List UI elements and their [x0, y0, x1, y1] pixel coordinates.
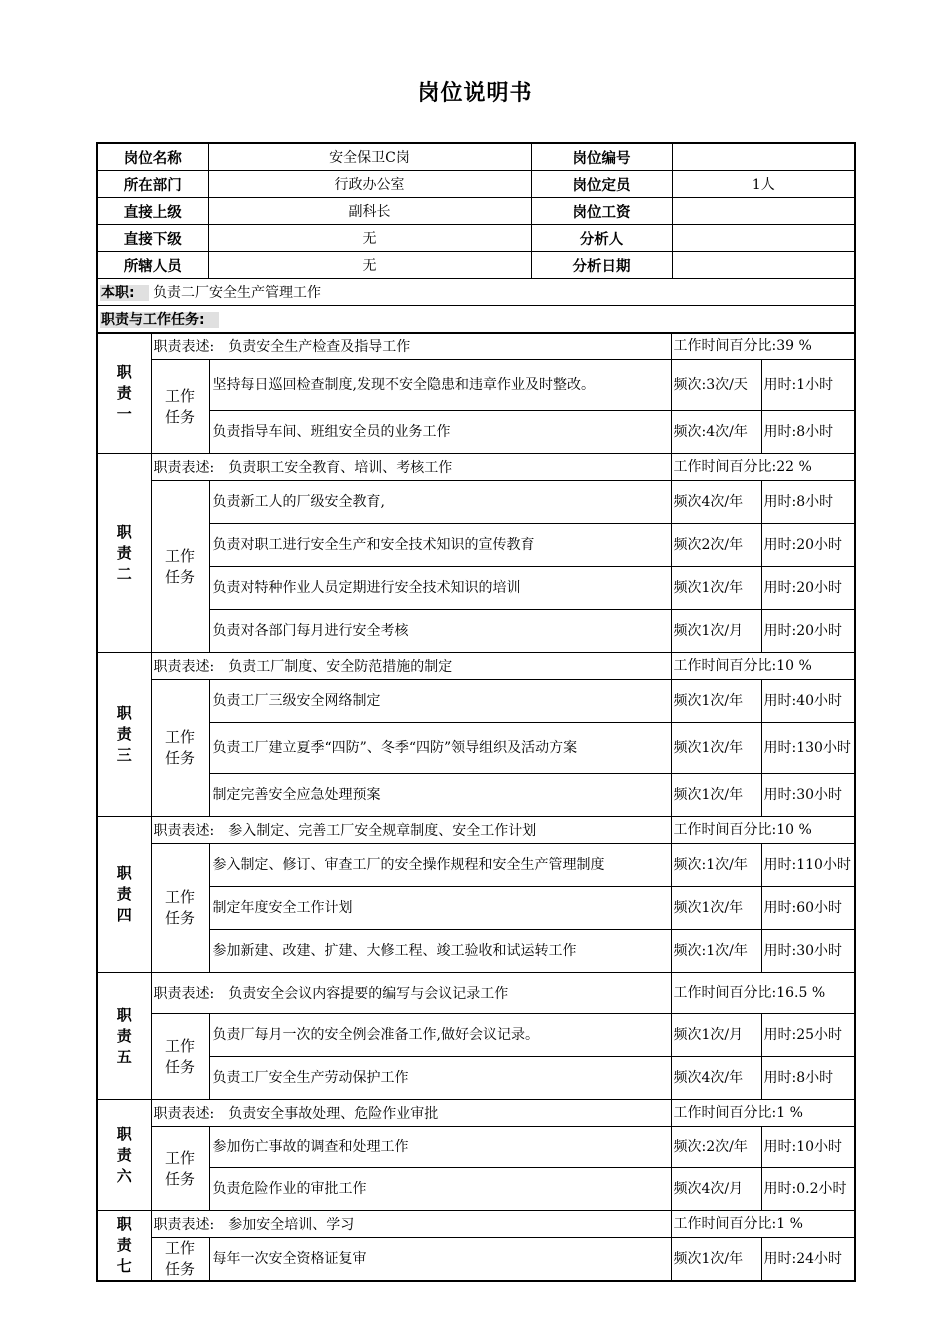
task-label [151, 844, 209, 973]
task-label-line: 工作 [164, 1148, 195, 1167]
task-duration: 用时:60小时 [761, 887, 855, 930]
duty-number-char: 责 [116, 383, 132, 402]
task-row [97, 680, 855, 723]
duty-header-row [97, 1100, 855, 1127]
task-duration: 用时:10小时 [761, 1127, 855, 1168]
duty-description-text: 负责安全生产检查及指导工作 [228, 339, 411, 355]
task-row [97, 360, 855, 411]
task-text: 负责厂每月一次的安全例会准备工作,做好会议记录。 [209, 1014, 671, 1057]
duty-number [97, 817, 151, 973]
analysis-date-label: 分析日期 [531, 252, 672, 279]
benzhi-label: 本职: [100, 285, 149, 301]
task-frequency: 频次:2次/年 [671, 1127, 761, 1168]
task-text: 制定完善安全应急处理预案 [209, 774, 671, 817]
subordinate-value: 无 [208, 225, 531, 252]
task-duration: 用时:20小时 [761, 610, 855, 653]
work-time-percentage: 工作时间百分比:16.5 % [671, 973, 855, 1014]
duty-number [97, 973, 151, 1100]
task-label [151, 1127, 209, 1211]
task-label-line: 任务 [164, 749, 195, 767]
duty-description [151, 1211, 671, 1238]
task-label-line: 工作 [164, 888, 195, 906]
work-time-percentage: 工作时间百分比:1 % [671, 1100, 855, 1127]
task-duration: 用时:8小时 [761, 481, 855, 524]
duty-number-char: 职 [116, 522, 132, 541]
duty-header-row [97, 454, 855, 481]
task-row [97, 1127, 855, 1168]
task-text: 负责对特种作业人员定期进行安全技术知识的培训 [209, 567, 671, 610]
task-label [151, 1014, 209, 1100]
task-label [151, 360, 209, 454]
task-row [97, 481, 855, 524]
duty-number-char: 职 [116, 362, 132, 381]
duty-number-char: 责 [116, 543, 132, 562]
department-value: 行政办公室 [208, 171, 531, 198]
task-row [97, 1057, 855, 1100]
duty-header-row [97, 653, 855, 680]
position-name-label: 岗位名称 [97, 143, 208, 171]
task-frequency: 频次4次/月 [671, 1168, 761, 1211]
duty-number-char: 三 [116, 746, 132, 764]
duty-description-label: 职责表述: [153, 823, 215, 839]
task-label-line: 工作 [164, 728, 195, 746]
duties-table [96, 332, 856, 1282]
task-text: 参加新建、改建、扩建、大修工程、竣工验收和试运转工作 [209, 930, 671, 973]
duty-description-label: 职责表述: [153, 1106, 215, 1122]
duty-description-label: 职责表述: [153, 1217, 215, 1233]
page-title: 岗位说明书 [417, 81, 533, 106]
task-text: 负责危险作业的审批工作 [209, 1168, 671, 1211]
task-text: 负责对职工进行安全生产和安全技术知识的宣传教育 [209, 524, 671, 567]
task-row [97, 567, 855, 610]
duty-header-row [97, 973, 855, 1014]
task-duration: 用时:20小时 [761, 524, 855, 567]
task-duration: 用时:8小时 [761, 411, 855, 454]
subordinate-label: 直接下级 [97, 225, 208, 252]
duty-description [151, 454, 671, 481]
duty-description-label: 职责表述: [153, 339, 215, 355]
department-label: 所在部门 [97, 171, 208, 198]
analyst-label: 分析人 [531, 225, 672, 252]
task-label-line: 任务 [164, 567, 195, 586]
task-frequency: 频次:4次/年 [671, 411, 761, 454]
duty-description-text: 负责安全事故处理、危险作业审批 [228, 1106, 439, 1122]
duty-description-text: 参加安全培训、学习 [228, 1217, 355, 1233]
duty-number-char: 二 [116, 564, 132, 583]
task-label-line: 工作 [164, 386, 195, 405]
duty-number [97, 1211, 151, 1282]
duty-number-char: 职 [116, 704, 132, 722]
duty-number-char: 责 [116, 1026, 132, 1045]
task-label [151, 481, 209, 653]
task-frequency: 频次4次/年 [671, 481, 761, 524]
work-time-percentage: 工作时间百分比:10 % [671, 653, 855, 680]
basic-info-table [96, 142, 856, 334]
duty-number-char: 责 [116, 1236, 132, 1254]
task-text: 负责工厂安全生产劳动保护工作 [209, 1057, 671, 1100]
benzhi-row [97, 279, 855, 306]
duty-description [151, 333, 671, 360]
task-text: 负责对各部门每月进行安全考核 [209, 610, 671, 653]
duty-number-char: 四 [116, 906, 132, 924]
benzhi-cell [97, 279, 855, 306]
headcount-label: 岗位定员 [531, 171, 672, 198]
task-duration: 用时:30小时 [761, 930, 855, 973]
task-frequency: 频次1次/年 [671, 1238, 761, 1282]
duty-description-text: 参入制定、完善工厂安全规章制度、安全工作计划 [228, 823, 537, 839]
task-frequency: 频次:3次/天 [671, 360, 761, 411]
task-text: 负责工厂三级安全网络制定 [209, 680, 671, 723]
duty-description [151, 1100, 671, 1127]
task-duration: 用时:40小时 [761, 680, 855, 723]
supervisor-value: 副科长 [208, 198, 531, 225]
duty-number-char: 责 [116, 725, 132, 743]
task-frequency: 频次:1次/年 [671, 930, 761, 973]
duty-description-label: 职责表述: [153, 986, 215, 1002]
duty-description-label: 职责表述: [153, 659, 215, 675]
benzhi-value: 负责二厂安全生产管理工作 [153, 285, 322, 301]
duty-number-char: 五 [116, 1047, 132, 1066]
task-duration: 用时:20小时 [761, 567, 855, 610]
task-duration: 用时:8小时 [761, 1057, 855, 1100]
salary-label: 岗位工资 [531, 198, 672, 225]
info-row [97, 143, 855, 171]
task-text: 负责指导车间、班组安全员的业务工作 [209, 411, 671, 454]
section-row [97, 306, 855, 334]
task-frequency: 频次:1次/年 [671, 844, 761, 887]
task-duration: 用时:30小时 [761, 774, 855, 817]
task-frequency: 频次1次/年 [671, 680, 761, 723]
headcount-value: 1人 [672, 171, 855, 198]
position-name-value: 安全保卫C岗 [208, 143, 531, 171]
task-text: 负责工厂建立夏季“四防”、冬季“四防”领导组织及活动方案 [209, 723, 671, 774]
duty-number-char: 职 [116, 1124, 132, 1143]
info-row [97, 252, 855, 279]
task-frequency: 频次1次/年 [671, 723, 761, 774]
task-label [151, 1238, 209, 1282]
section-label: 职责与工作任务: [100, 312, 219, 328]
task-label-line: 任务 [164, 1169, 195, 1188]
task-label-line: 工作 [164, 546, 195, 565]
duty-header-row [97, 333, 855, 360]
task-row [97, 844, 855, 887]
position-code-value [672, 143, 855, 171]
duty-number-char: 七 [116, 1257, 132, 1275]
section-cell [97, 306, 855, 334]
staff-value: 无 [208, 252, 531, 279]
duty-description-label: 职责表述: [153, 460, 215, 476]
task-frequency: 频次2次/年 [671, 524, 761, 567]
task-text: 参加伤亡事故的调查和处理工作 [209, 1127, 671, 1168]
duty-description [151, 817, 671, 844]
task-frequency: 频次4次/年 [671, 1057, 761, 1100]
task-frequency: 频次1次/年 [671, 887, 761, 930]
supervisor-label: 直接上级 [97, 198, 208, 225]
duty-header-row [97, 1211, 855, 1238]
duty-number [97, 333, 151, 454]
task-label-line: 任务 [164, 407, 195, 426]
task-text: 制定年度安全工作计划 [209, 887, 671, 930]
task-duration: 用时:130小时 [761, 723, 855, 774]
duty-description [151, 653, 671, 680]
task-row [97, 524, 855, 567]
task-label-line: 工作 [164, 1239, 195, 1257]
task-row [97, 1014, 855, 1057]
duty-description-text: 负责安全会议内容提要的编写与会议记录工作 [228, 986, 509, 1002]
task-text: 参入制定、修订、审查工厂的安全操作规程和安全生产管理制度 [209, 844, 671, 887]
salary-value [672, 198, 855, 225]
duty-number-char: 六 [116, 1166, 132, 1185]
task-row [97, 411, 855, 454]
analyst-value [672, 225, 855, 252]
task-frequency: 频次1次/月 [671, 610, 761, 653]
task-text: 每年一次安全资格证复审 [209, 1238, 671, 1282]
work-time-percentage: 工作时间百分比:10 % [671, 817, 855, 844]
duty-number [97, 653, 151, 817]
task-row [97, 930, 855, 973]
duty-number-char: 责 [116, 885, 132, 903]
info-row [97, 171, 855, 198]
task-frequency: 频次1次/年 [671, 774, 761, 817]
task-text: 负责新工人的厂级安全教育, [209, 481, 671, 524]
work-time-percentage: 工作时间百分比:1 % [671, 1211, 855, 1238]
task-duration: 用时:1小时 [761, 360, 855, 411]
duty-number-char: 责 [116, 1145, 132, 1164]
staff-label: 所辖人员 [97, 252, 208, 279]
work-time-percentage: 工作时间百分比:22 % [671, 454, 855, 481]
task-label-line: 工作 [164, 1036, 195, 1055]
work-time-percentage: 工作时间百分比:39 % [671, 333, 855, 360]
task-frequency: 频次1次/年 [671, 567, 761, 610]
duty-description [151, 973, 671, 1014]
duty-number-char: 职 [116, 864, 132, 882]
analysis-date-value [672, 252, 855, 279]
task-frequency: 频次1次/月 [671, 1014, 761, 1057]
task-label-line: 任务 [164, 909, 195, 927]
info-row [97, 198, 855, 225]
task-label-line: 任务 [164, 1057, 195, 1076]
task-duration: 用时:24小时 [761, 1238, 855, 1282]
task-duration: 用时:25小时 [761, 1014, 855, 1057]
duty-number-char: 职 [116, 1215, 132, 1233]
task-label [151, 680, 209, 817]
task-duration: 用时:0.2小时 [761, 1168, 855, 1211]
duty-number [97, 454, 151, 653]
task-row [97, 723, 855, 774]
duty-description-text: 负责职工安全教育、培训、考核工作 [228, 460, 453, 476]
task-duration: 用时:110小时 [761, 844, 855, 887]
task-text: 坚持每日巡回检查制度,发现不安全隐患和违章作业及时整改。 [209, 360, 671, 411]
info-row [97, 225, 855, 252]
duty-description-text: 负责工厂制度、安全防范措施的制定 [228, 659, 453, 675]
task-row [97, 1238, 855, 1282]
duty-number-char: 职 [116, 1005, 132, 1024]
duty-number [97, 1100, 151, 1211]
position-code-label: 岗位编号 [531, 143, 672, 171]
task-row [97, 610, 855, 653]
task-row [97, 887, 855, 930]
duty-header-row [97, 817, 855, 844]
task-label-line: 任务 [164, 1260, 195, 1278]
task-row [97, 1168, 855, 1211]
duty-number-char: 一 [116, 404, 132, 423]
task-row [97, 774, 855, 817]
